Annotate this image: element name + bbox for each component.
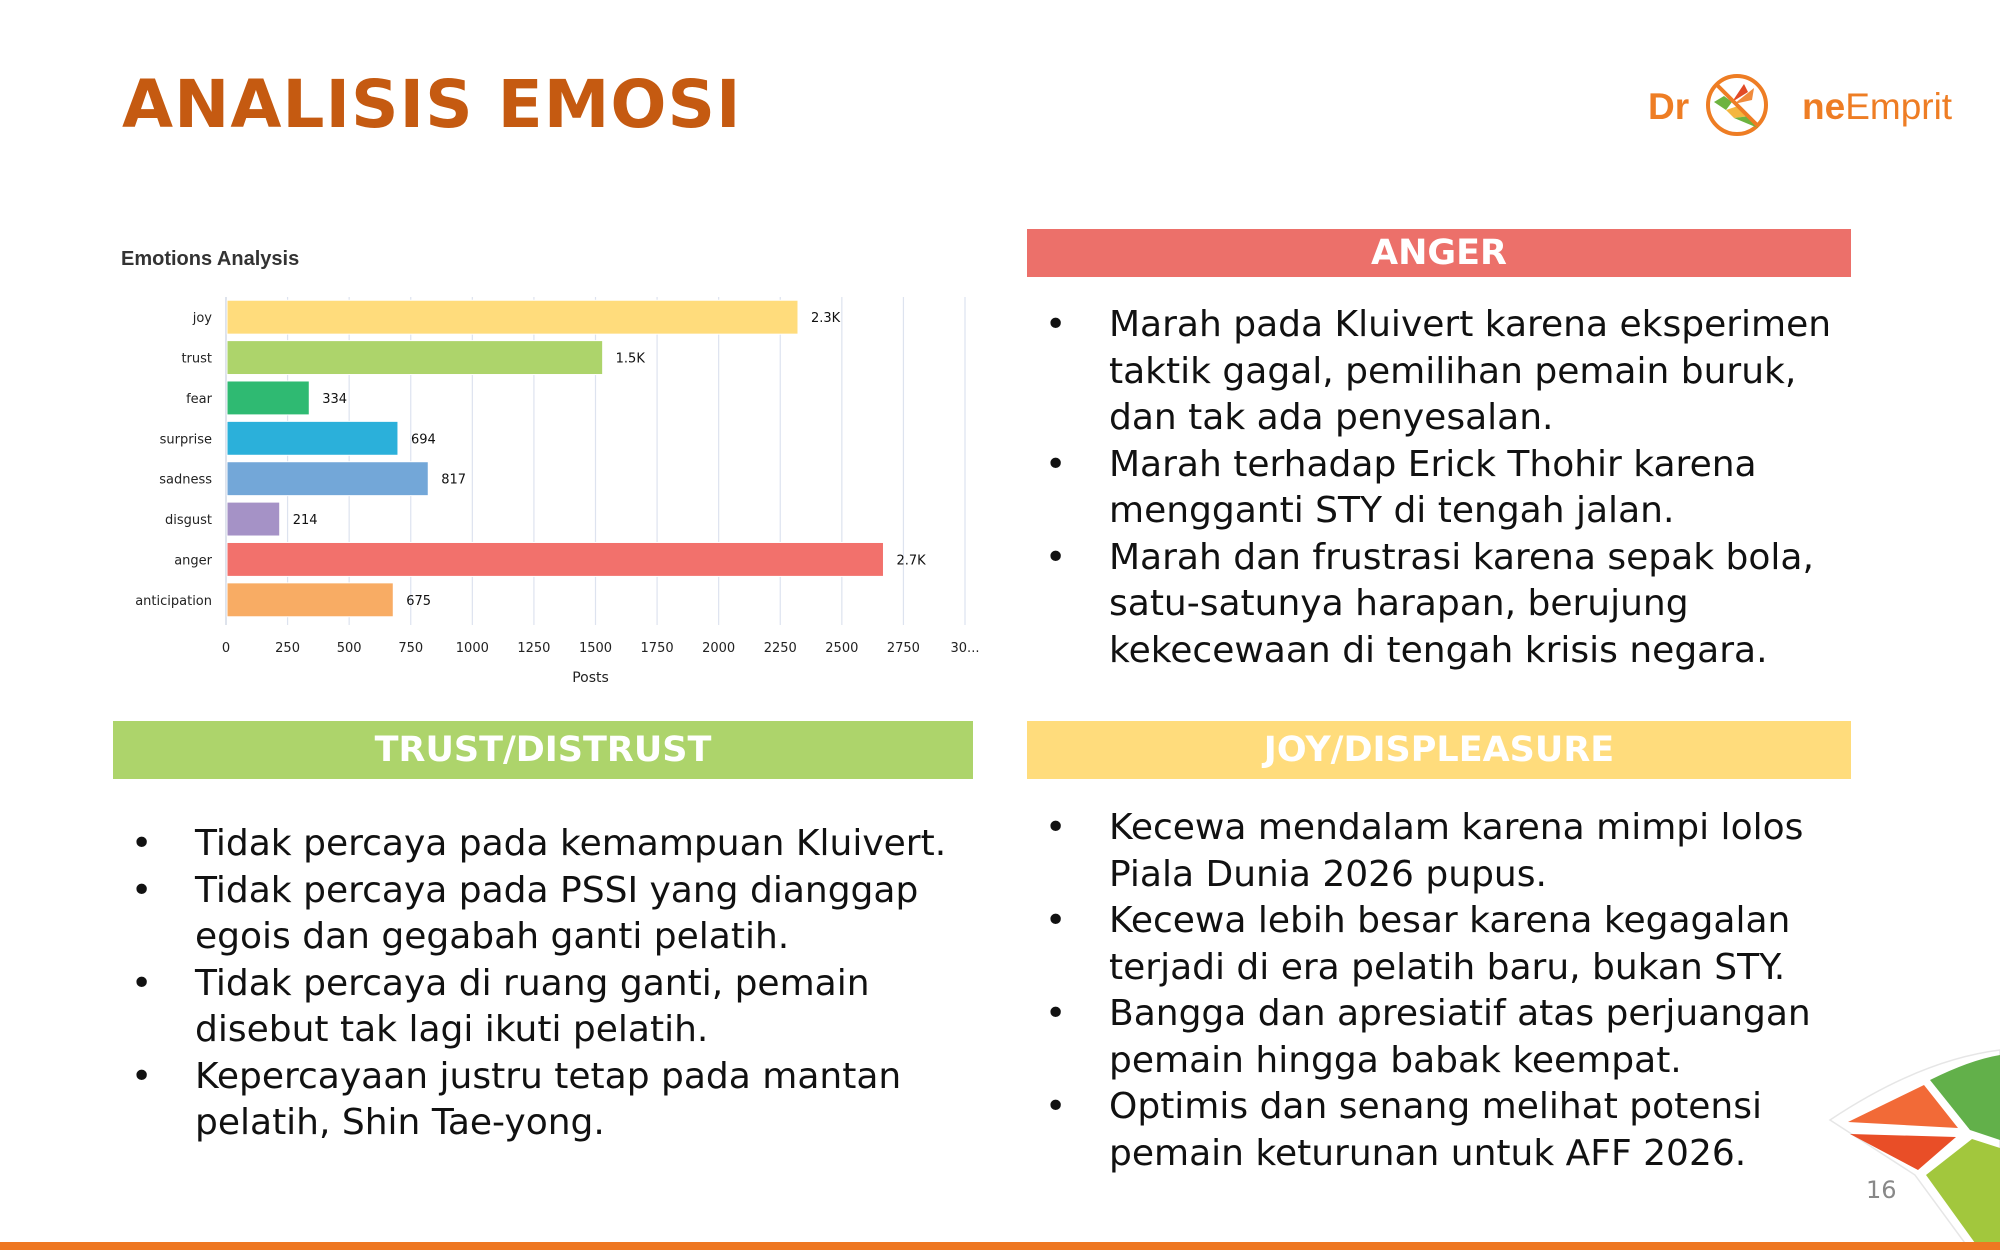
trust-bullet-list xyxy=(113,821,973,1147)
data-label: 675 xyxy=(406,593,432,609)
data-label: 214 xyxy=(292,513,318,529)
bullet-item xyxy=(1027,805,1857,898)
x-tick-label: 1250 xyxy=(517,641,551,656)
bullet-icon: • xyxy=(1045,993,1067,1034)
bar-joy xyxy=(227,300,798,334)
bullet-icon: • xyxy=(1045,536,1067,578)
bullet-item xyxy=(113,1054,973,1147)
category-label: anticipation xyxy=(135,593,212,609)
bullet-icon: • xyxy=(131,869,153,911)
logo-text-ne: ne xyxy=(1802,86,1846,127)
category-label: sadness xyxy=(159,472,212,488)
x-tick-label: 1000 xyxy=(455,641,489,656)
bird-icon xyxy=(1704,72,1770,138)
x-tick-label: 2750 xyxy=(886,641,920,656)
bullet-icon: • xyxy=(1045,304,1067,345)
bar-anticipation xyxy=(227,583,393,617)
bullet-text: Marah pada Kluivert karena eksperimen taktik gagal, pemilihan pemain buruk, dan tak ada penyesalan. xyxy=(1109,304,1832,438)
bullet-item xyxy=(1027,898,1857,991)
x-tick-label: 1750 xyxy=(640,641,674,656)
bullet-icon: • xyxy=(131,1055,153,1097)
category-label: fear xyxy=(186,391,212,407)
bullet-text: Kepercayaan justru tetap pada mantan pelatih, Shin Tae-yong. xyxy=(195,1055,902,1143)
page-title: ANALISIS EMOSI xyxy=(122,66,742,143)
bullet-text: Marah terhadap Erick Thohir karena mengganti STY di tengah jalan. xyxy=(1109,443,1757,531)
category-label: disgust xyxy=(165,513,212,529)
bullet-item xyxy=(113,868,973,961)
bullet-text: Kecewa mendalam karena mimpi lolos Piala Dunia 2026 pupus. xyxy=(1109,807,1804,895)
bullet-icon: • xyxy=(1045,1086,1067,1127)
bar-trust xyxy=(227,341,603,375)
bullet-icon: • xyxy=(1045,807,1067,848)
bullet-text: Tidak percaya di ruang ganti, pemain disebut tak lagi ikuti pelatih. xyxy=(195,962,870,1050)
bullet-item xyxy=(1027,535,1857,675)
x-tick-label: 2000 xyxy=(702,641,736,656)
drone-emprit-logo xyxy=(1648,70,1953,140)
bar-fear xyxy=(227,381,309,415)
anger-header: ANGER xyxy=(1027,229,1851,277)
bullet-item xyxy=(1027,442,1857,535)
bullet-text: Tidak percaya pada kemampuan Kluivert. xyxy=(195,823,947,864)
bullet-item xyxy=(113,821,973,868)
bullet-item xyxy=(1027,1084,1857,1177)
category-label: surprise xyxy=(159,432,212,448)
x-tick-label: 30... xyxy=(950,641,980,656)
joy-bullet-list xyxy=(1027,805,1857,1177)
x-axis-title: Posts xyxy=(572,670,609,686)
bar-disgust xyxy=(227,502,280,536)
category-label: anger xyxy=(174,553,212,569)
joy-header: JOY/DISPLEASURE xyxy=(1027,721,1851,779)
bar-sadness xyxy=(227,462,428,496)
emotions-bar-chart xyxy=(100,280,1000,700)
bullet-icon: • xyxy=(131,823,153,864)
category-label: trust xyxy=(181,351,212,367)
bullet-icon: • xyxy=(1045,443,1067,485)
bar-anger xyxy=(227,542,883,576)
category-label: joy xyxy=(192,311,212,327)
page-number: 16 xyxy=(1866,1176,1897,1204)
bullet-item xyxy=(1027,991,1857,1084)
bullet-item xyxy=(113,961,973,1054)
bullet-text: Marah dan frustrasi karena sepak bola, satu-satunya harapan, berujung kekecewaan di tengah krisis negara. xyxy=(1109,536,1814,671)
bullet-icon: • xyxy=(131,962,153,1004)
bullet-text: Kecewa lebih besar karena kegagalan terjadi di era pelatih baru, bukan STY. xyxy=(1109,900,1791,988)
bullet-item xyxy=(1027,302,1857,442)
data-label: 334 xyxy=(322,391,348,407)
data-label: 817 xyxy=(441,472,467,488)
bottom-accent-bar xyxy=(0,1242,2000,1250)
x-tick-label: 2250 xyxy=(763,641,797,656)
x-tick-label: 0 xyxy=(221,641,231,656)
data-label: 1.5K xyxy=(615,351,645,367)
data-label: 694 xyxy=(410,432,436,448)
chart-title: Emotions Analysis xyxy=(121,248,300,270)
x-tick-label: 250 xyxy=(275,641,300,656)
logo-text-emprit-word: Emprit xyxy=(1845,86,1953,127)
logo-text-emprit xyxy=(1802,86,1952,128)
x-tick-label: 750 xyxy=(398,641,424,656)
bullet-text: Tidak percaya pada PSSI yang dianggap egois dan gegabah ganti pelatih. xyxy=(195,869,919,957)
logo-text-dr: Dr xyxy=(1648,86,1690,127)
data-label: 2.3K xyxy=(811,311,841,327)
x-tick-label: 2500 xyxy=(825,641,859,656)
bullet-text: Optimis dan senang melihat potensi pemain keturunan untuk AFF 2026. xyxy=(1109,1086,1763,1174)
x-tick-label: 500 xyxy=(336,641,362,656)
anger-bullet-list xyxy=(1027,302,1857,674)
data-label: 2.7K xyxy=(896,553,926,569)
bar-surprise xyxy=(227,421,398,455)
bullet-text: Bangga dan apresiatif atas perjuangan pemain hingga babak keempat. xyxy=(1109,993,1811,1081)
corner-decoration-icon xyxy=(1820,1040,2000,1250)
bullet-icon: • xyxy=(1045,900,1067,941)
trust-header: TRUST/DISTRUST xyxy=(113,721,973,779)
x-tick-label: 1500 xyxy=(578,641,613,656)
